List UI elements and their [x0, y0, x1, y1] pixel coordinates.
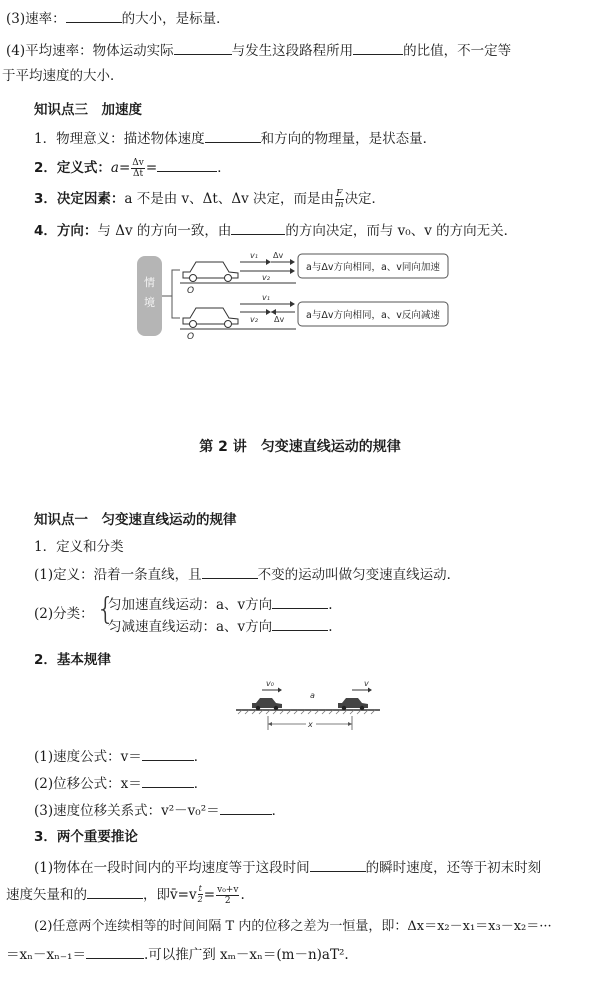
section3-heading: 知识点三 加速度	[34, 102, 142, 118]
v-label: v	[364, 679, 369, 688]
t-over-2-fraction	[198, 884, 203, 905]
top-car-icon	[183, 262, 238, 282]
v0v-num: v₀+v	[217, 885, 239, 895]
accel-meaning-prefix: 1．物理意义：描述物体速度	[34, 131, 205, 147]
velocity-formula-end: ．	[193, 749, 208, 765]
frac-num: Δv	[132, 158, 144, 168]
bottom-v2-label: v₂	[250, 315, 258, 324]
bottom-origin-label: O	[187, 332, 195, 342]
top-v1-arrowhead	[266, 259, 271, 265]
def-end: ．	[217, 160, 231, 176]
x-right-arrowhead	[348, 722, 352, 726]
dv-dt-fraction	[131, 158, 145, 179]
bottom-v1-arrowhead	[290, 301, 295, 307]
blank-accel-def[interactable]	[157, 157, 217, 172]
x-label: x	[308, 720, 313, 729]
v0-arrowhead	[278, 688, 282, 693]
a-label: a	[310, 691, 315, 700]
accel-scenario-diagram	[0, 248, 600, 348]
velocity-formula-text: (1)速度公式：v＝	[34, 749, 142, 765]
blank-class-decel[interactable]	[272, 616, 328, 631]
corollary1-text-d: ，即v̄=v	[143, 887, 197, 903]
corollary2-text-b: ＝xₙ－xₙ₋₁＝	[6, 947, 86, 963]
corollary1-end: .	[240, 887, 245, 903]
v0-plus-v-fraction	[216, 885, 239, 906]
blank-corollary2[interactable]	[86, 944, 144, 959]
class-label: (2)分类：	[34, 606, 94, 622]
accel-meaning	[34, 128, 436, 149]
end-car-icon	[338, 698, 368, 710]
class-accel-text: 匀加速直线运动：a、v方向	[108, 597, 273, 613]
accel-direction	[34, 220, 517, 241]
blank-corollary1-a[interactable]	[310, 857, 366, 872]
blank-corollary1-b[interactable]	[87, 884, 143, 899]
factor-text: a 不是由 v、Δt、Δv 决定，而是由	[124, 191, 335, 207]
scenario-label-2: 境	[144, 296, 155, 309]
x-left-arrowhead	[268, 722, 272, 726]
top-v1-label: v₁	[250, 251, 258, 260]
bottom-result-text: a与Δv方向相同，a、v反向减速	[306, 310, 440, 321]
top-dv-arrowhead	[290, 259, 295, 265]
direction-label: 4．方向：	[34, 223, 98, 239]
blank-vel-disp-formula[interactable]	[220, 800, 272, 815]
udef-prefix: (1)定义：沿着一条直线，且	[34, 567, 202, 583]
t-den: 2	[197, 895, 203, 904]
direction-text2: 的方向决定，而与 v₀、v 的方向无关．	[285, 223, 518, 239]
corollary1-line2	[6, 882, 245, 908]
speed-suffix: 的大小，是标量．	[121, 11, 230, 27]
corollary1-text-a: (1)物体在一段时间内的平均速度等于这段时间	[34, 860, 310, 876]
blank-displacement-formula[interactable]	[142, 773, 194, 788]
lecture-title: 第 2 讲 匀变速直线运动的规律	[199, 439, 401, 455]
t-num: t	[198, 884, 202, 893]
class-decel-text: 匀减速直线运动：a、v方向	[108, 619, 273, 635]
top-v2-label: v₂	[262, 273, 270, 282]
direction-text1: 与 Δv 的方向一致，由	[97, 223, 232, 239]
class-brace: {	[96, 592, 116, 627]
accel-definition	[34, 155, 231, 181]
bottom-v1-label: v₁	[262, 293, 270, 302]
displacement-formula-end: ．	[193, 776, 208, 792]
blank-avg-rate-1[interactable]	[174, 40, 232, 55]
top-origin-label: O	[187, 286, 195, 296]
frac-den: Δt	[133, 169, 144, 179]
bottom-dv-label: Δv	[274, 315, 285, 324]
corollary2-text-c: .可以推广到 xₘ－xₙ＝(m－n)aT².	[143, 947, 349, 963]
uniform-definition	[34, 564, 460, 585]
m-den: m	[335, 200, 344, 210]
f-num: F	[336, 189, 343, 199]
top-result-text: a与Δv方向相同，a、v同向加速	[306, 262, 440, 273]
displacement-formula	[34, 773, 207, 794]
blank-uniform-def[interactable]	[202, 564, 258, 579]
class-accel-end: .	[328, 597, 333, 613]
vel-disp-formula-end: ．	[271, 803, 286, 819]
avg-rate-line	[6, 40, 511, 61]
vel-disp-formula-text: (3)速度位移关系式：v²－v₀²＝	[34, 803, 220, 819]
blank-speed[interactable]	[66, 8, 122, 23]
scenario-bracket	[162, 270, 180, 318]
blank-accel-meaning[interactable]	[205, 128, 261, 143]
basic-law-subheading: 2．基本规律	[34, 652, 111, 668]
class-decel	[108, 616, 332, 637]
bottom-car-icon	[183, 308, 238, 328]
def-eq: =	[145, 160, 158, 176]
avg-rate-cont: 于平均速度的大小．	[2, 68, 124, 84]
def-lhs: a=	[110, 160, 131, 176]
displacement-formula-text: (2)位移公式：x＝	[34, 776, 142, 792]
corollary1-text-c: 速度矢量和的	[6, 887, 87, 903]
corollary2-line1: (2)任意两个连续相等的时间间隔 T 内的位移之差为一恒量，即：Δx＝x₂－x₁＝x₃－x₂＝···	[34, 919, 552, 934]
f-m-fraction	[335, 189, 344, 210]
blank-direction[interactable]	[231, 220, 285, 235]
corollary2-line2	[6, 944, 349, 965]
uniform-motion-diagram	[0, 676, 600, 736]
speed-prefix: (3)速率：	[6, 11, 66, 27]
section1-heading: 知识点一 匀变速直线运动的规律	[34, 512, 237, 528]
v0v-den: 2	[224, 896, 231, 906]
class-accel	[108, 594, 332, 615]
class-decel-end: .	[328, 619, 333, 635]
blank-class-accel[interactable]	[272, 594, 328, 609]
start-car-icon	[252, 698, 282, 710]
avg-rate-mid: 与发生这段路程所用	[231, 43, 354, 59]
vel-disp-formula	[34, 800, 285, 821]
avg-rate-suffix: 的比值，不一定等	[403, 43, 512, 59]
bottom-v2-arrowhead	[266, 309, 271, 315]
top-dv-label: Δv	[273, 251, 284, 260]
top-v2-arrowhead	[290, 268, 295, 274]
velocity-formula	[34, 746, 207, 767]
v0-label: v₀	[266, 679, 274, 688]
corollary-subheading: 3．两个重要推论	[34, 829, 138, 845]
speed-line	[6, 8, 230, 29]
scenario-label-1: 情	[144, 276, 155, 289]
v-arrowhead	[368, 688, 372, 693]
blank-velocity-formula[interactable]	[142, 746, 194, 761]
corollary1-text-b: 的瞬时速度，还等于初末时刻	[365, 860, 542, 876]
accel-meaning-suffix: 和方向的物理量，是状态量．	[260, 131, 437, 147]
udef-suffix: 不变的运动叫做匀变速直线运动．	[257, 567, 461, 583]
def-label: 2．定义式：	[34, 160, 111, 176]
blank-avg-rate-2[interactable]	[353, 40, 403, 55]
factor-end: 决定．	[344, 191, 386, 207]
avg-rate-prefix: (4)平均速率：物体运动实际	[6, 43, 174, 59]
factor-label: 3．决定因素：	[34, 191, 125, 207]
corollary1-line1	[34, 857, 541, 878]
corollary1-eq: =	[203, 887, 216, 903]
accel-factor	[34, 186, 385, 212]
def-class-subheading: 1．定义和分类	[34, 539, 124, 555]
